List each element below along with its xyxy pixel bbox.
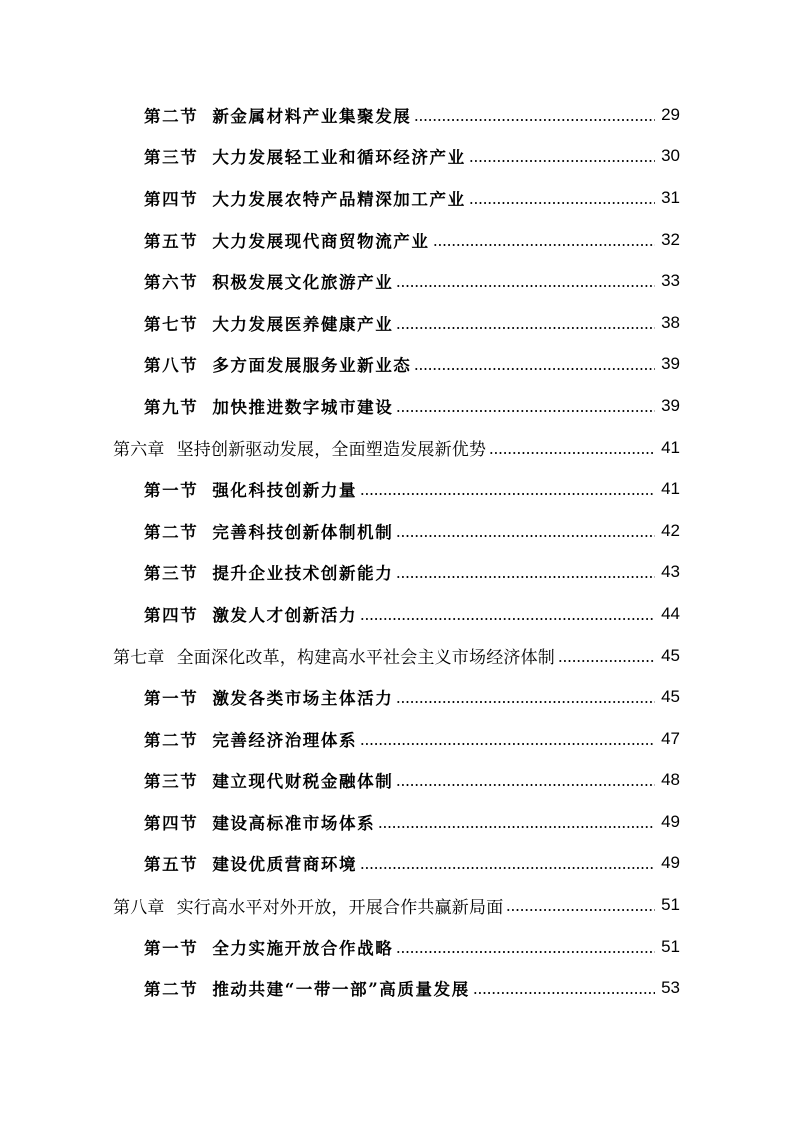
toc-entry-title: 推动共建“一带一部”高质量发展 bbox=[212, 980, 470, 1000]
toc-section-entry[interactable] bbox=[0, 676, 793, 718]
toc-entry-title: 新金属材料产业集聚发展 bbox=[212, 106, 412, 126]
toc-section-entry[interactable] bbox=[0, 593, 793, 635]
toc-page-number: 43 bbox=[661, 562, 680, 582]
toc-dot-leader bbox=[473, 990, 655, 996]
toc-entry-title: 坚持创新驱动发展，全面塑造发展新优势 bbox=[176, 440, 487, 461]
toc-page-number: 47 bbox=[661, 728, 680, 748]
toc-page-number: 42 bbox=[661, 520, 680, 540]
toc-page-number: 41 bbox=[661, 479, 680, 499]
toc-dot-leader bbox=[469, 200, 655, 206]
toc-dot-leader bbox=[396, 325, 655, 331]
toc-entry-title: 提升企业技术创新能力 bbox=[212, 564, 394, 584]
toc-section-entry[interactable] bbox=[0, 260, 793, 302]
toc-dot-leader bbox=[360, 741, 655, 747]
toc-page-number: 44 bbox=[661, 603, 680, 623]
toc-entry-title: 大力发展现代商贸物流产业 bbox=[212, 231, 430, 251]
toc-dot-leader bbox=[360, 491, 655, 497]
toc-section-entry[interactable] bbox=[0, 552, 793, 594]
toc-entry-number: 第二节 bbox=[144, 980, 199, 1000]
toc-entry-title: 多方面发展服务业新业态 bbox=[212, 356, 412, 376]
toc-entry-title: 加快推进数字城市建设 bbox=[212, 397, 394, 417]
toc-entry-title: 建设优质营商环境 bbox=[212, 855, 358, 875]
toc-entry-title: 积极发展文化旅游产业 bbox=[212, 273, 394, 293]
toc-section-entry[interactable] bbox=[0, 926, 793, 968]
toc-section-entry[interactable] bbox=[0, 510, 793, 552]
toc-entry-title: 建设高标准市场体系 bbox=[212, 813, 376, 833]
toc-entry-number: 第一节 bbox=[144, 938, 199, 958]
toc-entry-title: 大力发展医养健康产业 bbox=[212, 314, 394, 334]
toc-page-number: 38 bbox=[661, 312, 680, 332]
toc-page-number: 48 bbox=[661, 770, 680, 790]
toc-entry-number: 第二节 bbox=[144, 106, 199, 126]
toc-section-entry[interactable] bbox=[0, 302, 793, 344]
toc-entry-title: 激发人才创新活力 bbox=[212, 605, 358, 625]
toc-section-entry[interactable] bbox=[0, 136, 793, 178]
toc-dot-leader bbox=[396, 782, 655, 788]
toc-dot-leader bbox=[396, 949, 655, 955]
toc-entry-title: 大力发展轻工业和循环经济产业 bbox=[212, 148, 466, 168]
toc-dot-leader bbox=[396, 533, 655, 539]
toc-dot-leader bbox=[396, 283, 655, 289]
toc-entry-number: 第四节 bbox=[144, 605, 199, 625]
toc-entry-title: 全面深化改革，构建高水平社会主义市场经济体制 bbox=[176, 648, 556, 669]
toc-entry-title: 完善经济治理体系 bbox=[212, 730, 358, 750]
toc-entry-number: 第三节 bbox=[144, 148, 199, 168]
toc-entry-number: 第一节 bbox=[144, 481, 199, 501]
toc-dot-leader bbox=[378, 824, 655, 830]
toc-dot-leader bbox=[360, 865, 655, 871]
toc-entry-number: 第三节 bbox=[144, 772, 199, 792]
toc-page-number: 45 bbox=[661, 645, 680, 665]
toc-section-entry[interactable] bbox=[0, 177, 793, 219]
toc-section-entry[interactable] bbox=[0, 468, 793, 510]
table-of-contents bbox=[0, 94, 793, 1009]
toc-entry-number: 第九节 bbox=[144, 397, 199, 417]
toc-page-number: 31 bbox=[661, 187, 680, 207]
toc-entry-title: 大力发展农特产品精深加工产业 bbox=[212, 189, 466, 209]
toc-entry-number: 第三节 bbox=[144, 564, 199, 584]
toc-page-number: 45 bbox=[661, 687, 680, 707]
toc-dot-leader bbox=[414, 117, 655, 123]
toc-entry-number: 第七节 bbox=[144, 314, 199, 334]
toc-entry-number: 第七章 bbox=[113, 648, 165, 669]
toc-page-number: 29 bbox=[661, 104, 680, 124]
toc-entry-number: 第二节 bbox=[144, 522, 199, 542]
toc-page-number: 39 bbox=[661, 395, 680, 415]
toc-section-entry[interactable] bbox=[0, 843, 793, 885]
toc-dot-leader bbox=[433, 242, 655, 248]
toc-dot-leader bbox=[469, 158, 655, 164]
toc-section-entry[interactable] bbox=[0, 718, 793, 760]
toc-entry-title: 建立现代财税金融体制 bbox=[212, 772, 394, 792]
toc-page-number: 53 bbox=[661, 978, 680, 998]
toc-entry-number: 第二节 bbox=[144, 730, 199, 750]
toc-page-number: 32 bbox=[661, 229, 680, 249]
toc-section-entry[interactable] bbox=[0, 94, 793, 136]
toc-entry-number: 第五节 bbox=[144, 231, 199, 251]
toc-dot-leader bbox=[360, 616, 655, 622]
toc-dot-leader bbox=[396, 408, 655, 414]
toc-page-number: 30 bbox=[661, 146, 680, 166]
toc-chapter-entry[interactable] bbox=[0, 635, 793, 677]
toc-dot-leader bbox=[396, 574, 655, 580]
toc-entry-number: 第六节 bbox=[144, 273, 199, 293]
toc-chapter-entry[interactable] bbox=[0, 427, 793, 469]
toc-page-number: 49 bbox=[661, 853, 680, 873]
toc-page-number: 39 bbox=[661, 354, 680, 374]
toc-chapter-entry[interactable] bbox=[0, 884, 793, 926]
toc-page-number: 49 bbox=[661, 811, 680, 831]
toc-page-number: 51 bbox=[661, 936, 680, 956]
toc-dot-leader bbox=[506, 907, 655, 913]
toc-dot-leader bbox=[414, 366, 655, 372]
toc-section-entry[interactable] bbox=[0, 385, 793, 427]
toc-entry-number: 第一节 bbox=[144, 689, 199, 709]
toc-page-number: 41 bbox=[661, 437, 680, 457]
toc-section-entry[interactable] bbox=[0, 760, 793, 802]
toc-entry-number: 第八章 bbox=[113, 897, 165, 918]
toc-section-entry[interactable] bbox=[0, 344, 793, 386]
toc-entry-number: 第八节 bbox=[144, 356, 199, 376]
toc-entry-number: 第四节 bbox=[144, 813, 199, 833]
toc-dot-leader bbox=[396, 699, 655, 705]
toc-entry-title: 实行高水平对外开放，开展合作共赢新局面 bbox=[176, 897, 504, 918]
toc-entry-number: 第四节 bbox=[144, 189, 199, 209]
toc-section-entry[interactable] bbox=[0, 967, 793, 1009]
toc-page-number: 33 bbox=[661, 271, 680, 291]
toc-entry-number: 第五节 bbox=[144, 855, 199, 875]
toc-section-entry[interactable] bbox=[0, 219, 793, 261]
toc-entry-title: 强化科技创新力量 bbox=[212, 481, 358, 501]
toc-dot-leader bbox=[489, 450, 655, 456]
toc-entry-number: 第六章 bbox=[113, 440, 165, 461]
toc-page-number: 51 bbox=[661, 895, 680, 915]
toc-section-entry[interactable] bbox=[0, 801, 793, 843]
toc-entry-title: 激发各类市场主体活力 bbox=[212, 689, 394, 709]
toc-dot-leader bbox=[558, 658, 655, 664]
toc-entry-title: 完善科技创新体制机制 bbox=[212, 522, 394, 542]
toc-entry-title: 全力实施开放合作战略 bbox=[212, 938, 394, 958]
